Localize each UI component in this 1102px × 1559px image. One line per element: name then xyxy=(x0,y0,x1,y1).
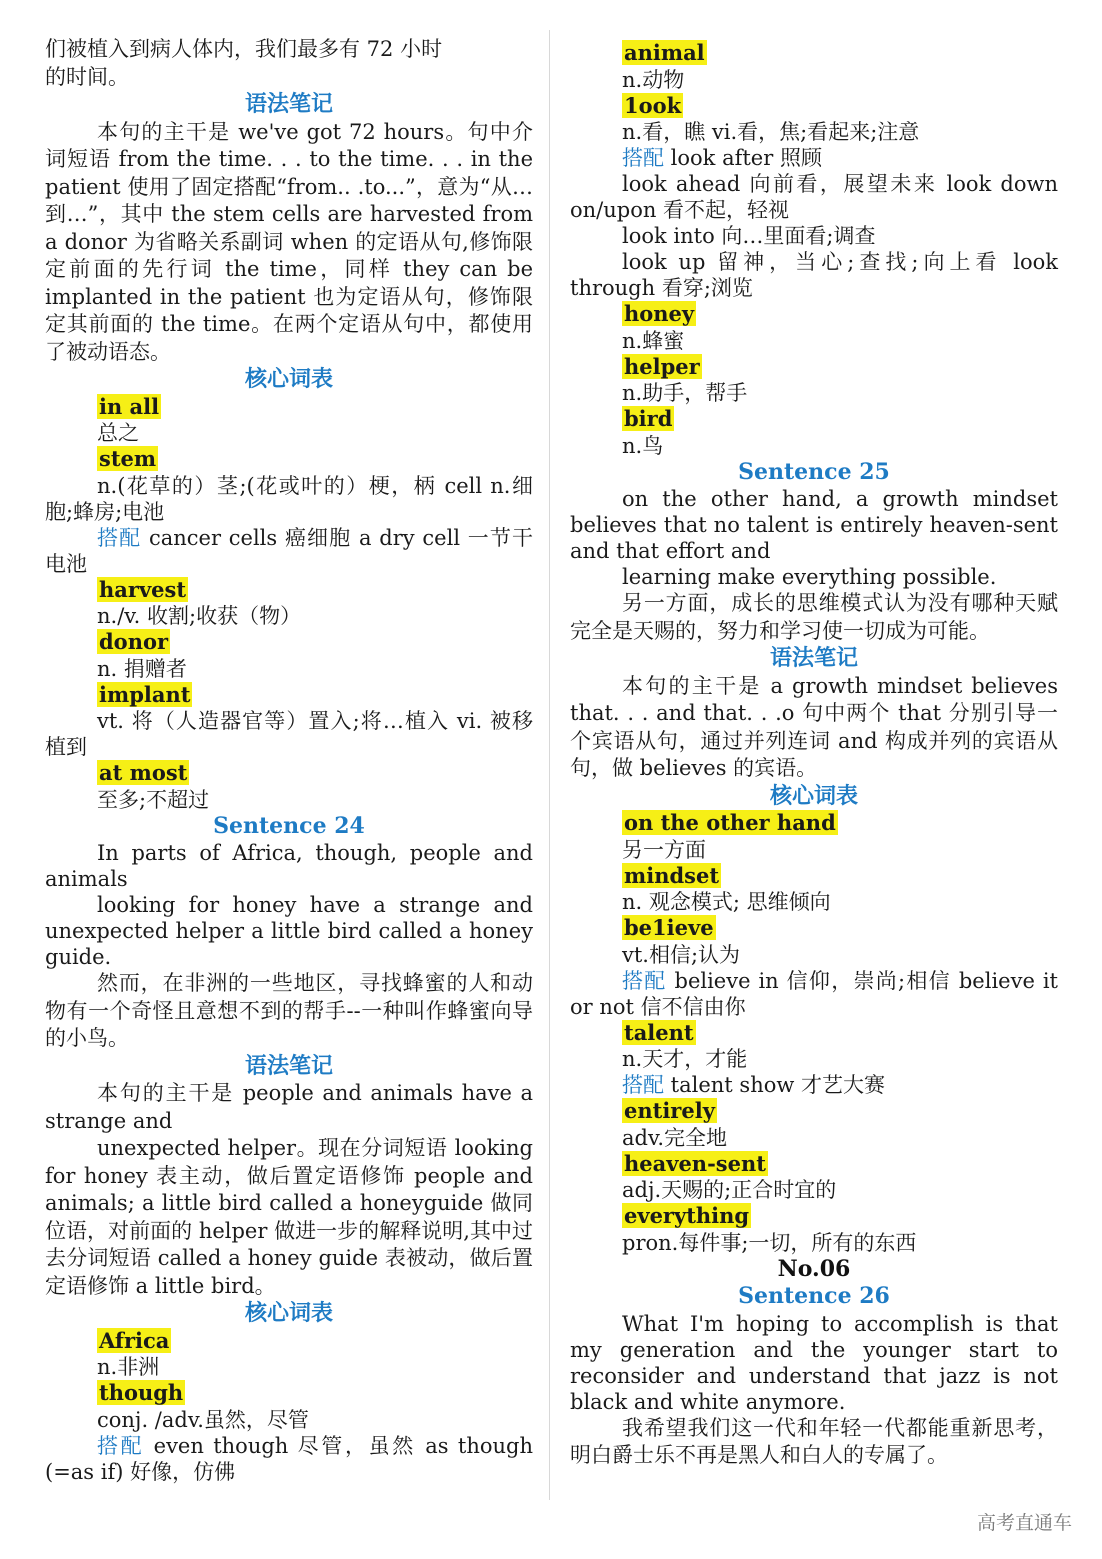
vocab-term: in all xyxy=(99,393,160,419)
grammar-note: 本句的主干是 a growth mindset believes that. . . and that. . .o 句中两个 that 分别引导一个宾语从句，通过并列连词 and 构成并列的宾语从句，做 believes 的宾语。 xyxy=(570,673,1058,780)
collocation: 搭配 look after 照顾 xyxy=(622,146,822,170)
sentence-heading: Sentence 24 xyxy=(213,812,365,839)
vocab-term: though xyxy=(99,1380,184,1405)
vocab-term: donor xyxy=(99,629,169,654)
column-divider xyxy=(549,30,550,1500)
vocab-term: on the other hand xyxy=(624,810,836,835)
sentence-english: What I'm hoping to accomplish is that my generation and the younger start to reconsider and understand that jazz is not black and white anymore. xyxy=(570,1311,1058,1414)
vocab-term: mindset xyxy=(624,862,720,888)
sentence-translation: 我希望我们这一代和年轻一代都能重新思考，明白爵士乐不再是黑人和白人的专属了。 xyxy=(570,1415,1058,1467)
vocab-term: 1ook xyxy=(624,92,682,118)
vocab-term: bird xyxy=(624,406,673,431)
vocab-definition: vt. 将（人造器官等）置入;将…植入 vi. 被移植到 xyxy=(45,709,533,759)
collocation-tag: 搭配 xyxy=(622,968,667,993)
collocation-tag: 搭配 xyxy=(97,525,142,550)
vocab-term: talent xyxy=(624,1019,694,1045)
watermark-text: 高考直通车 xyxy=(976,1512,1072,1534)
sentence-heading: Sentence 25 xyxy=(738,458,890,485)
text-line: 们被植入到病人体内，我们最多有 72 小时 xyxy=(45,37,443,61)
text-line: 的时间。 xyxy=(45,64,129,89)
collocation: 搭配 believe in 信仰，崇尚;相信 believe it or not 信不信由你 xyxy=(570,968,1058,1019)
collocation: 搭配 even though 尽管，虽然 as though (=as if) 好像，仿佛 xyxy=(45,1433,533,1484)
section-heading: 核心词表 xyxy=(769,782,858,809)
vocab-term: implant xyxy=(99,681,191,707)
vocab-definition: conj. /adv.虽然，尽管 xyxy=(97,1407,309,1432)
collocation: look ahead 向前看，展望未来 look down on/upon 看不起，轻视 xyxy=(570,172,1058,222)
vocab-definition: n.动物 xyxy=(622,67,685,92)
vocab-term: helper xyxy=(624,353,700,379)
vocab-definition: n.天才，才能 xyxy=(622,1047,748,1071)
section-heading: 语法笔记 xyxy=(769,645,858,671)
vocab-definition: adv.完全地 xyxy=(622,1125,728,1150)
grammar-note: unexpected helper。现在分词短语 looking for honey 表主动，做后置定语修饰 people and animals; a little bird called a honeyguide 做同位语，对前面的 helper 做进一步的解释说明,其中过去分词短语 called a honey guide 表被动，做后置定语修饰 a little bird。 xyxy=(45,1136,533,1298)
vocab-term: entirely xyxy=(624,1098,715,1123)
vocab-term: stem xyxy=(99,446,157,471)
unit-heading: No.06 xyxy=(777,1255,851,1282)
vocab-definition: n. 观念模式; 思维倾向 xyxy=(622,890,831,914)
vocab-definition: 至多;不超过 xyxy=(97,787,210,812)
vocab-term: Africa xyxy=(99,1327,170,1353)
collocation-tag: 搭配 xyxy=(622,1073,664,1097)
sentence-english: on the other hand, a growth mindset believes that no talent is entirely heaven-sent and that effort and xyxy=(570,487,1058,563)
vocab-term: be1ieve xyxy=(624,915,714,940)
sentence-translation: 另一方面，成长的思维模式认为没有哪种天赋完全是天赐的，努力和学习使一切成为可能。 xyxy=(570,591,1058,643)
vocab-term: everything xyxy=(624,1203,750,1228)
collocation: look into 向…里面看;调查 xyxy=(622,224,876,248)
collocation-tag: 搭配 xyxy=(97,1433,145,1458)
section-heading: 核心词表 xyxy=(244,1300,333,1326)
vocab-definition: pron.每件事;一切，所有的东西 xyxy=(622,1230,917,1255)
section-heading: 语法笔记 xyxy=(244,91,333,117)
vocab-term: honey xyxy=(624,301,695,326)
collocation: look up 留神，当心;查找;向上看 look through 看穿;浏览 xyxy=(570,250,1058,300)
left-column xyxy=(45,36,533,1485)
vocab-definition: n.蜂蜜 xyxy=(622,328,685,353)
vocab-term: harvest xyxy=(99,576,187,602)
vocab-definition: n. 捐赠者 xyxy=(97,656,187,681)
vocab-term: animal xyxy=(624,40,705,65)
vocab-definition: vt.相信;认为 xyxy=(622,942,741,967)
vocab-definition: n.看，瞧 vi.看，焦;看起来;注意 xyxy=(622,120,920,144)
sentence-translation: 然而，在非洲的一些地区，寻找蜂蜜的人和动物有一个奇怪且意想不到的帮手--一种叫作蜂蜜向导的小鸟。 xyxy=(45,971,533,1050)
vocab-definition: n.助手，帮手 xyxy=(622,381,748,405)
collocation: 搭配 talent show 才艺大赛 xyxy=(622,1073,886,1097)
vocab-definition: n.(花草的）茎;(花或叶的）梗，柄 cell n.细胞;蜂房;电池 xyxy=(45,473,533,524)
grammar-note: 本句的主干是 we've got 72 hours。句中介词短语 from the time. . . to the time. . . in the patient 使用了固定搭配“from.. .to...”，意为“从…到…”，其中 the stem cells are harvested from a donor 为省略关系副词 when 的定语从句,修饰限定前面的先行词 the time，同样 they can be implanted in the patient 也为定语从句，修饰限定其前面的 the time。在两个定语从句中，都使用了被动语态。 xyxy=(45,119,533,364)
collocation-tag: 搭配 xyxy=(622,146,664,170)
vocab-definition: 另一方面 xyxy=(622,837,706,862)
vocab-definition: adj.天赐的;正合时宜的 xyxy=(622,1178,837,1202)
vocab-term: heaven-sent xyxy=(624,1150,766,1176)
section-heading: 语法笔记 xyxy=(244,1052,333,1079)
sentence-heading: Sentence 26 xyxy=(738,1283,890,1309)
vocab-definition: 总之 xyxy=(97,421,139,445)
right-column xyxy=(570,40,1058,1470)
vocab-definition: n./v. 收割;收获（物） xyxy=(97,604,302,628)
section-heading: 核心词表 xyxy=(244,366,333,392)
sentence-english: looking for honey have a strange and unexpected helper a little bird called a honey guide. xyxy=(45,893,533,969)
sentence-english: learning make everything possible. xyxy=(622,565,997,589)
vocab-definition: n.鸟 xyxy=(622,433,664,458)
vocab-definition: n.非洲 xyxy=(97,1355,160,1379)
sentence-english: In parts of Africa, though, people and animals xyxy=(45,841,533,891)
grammar-note: 本句的主干是 people and animals have a strange and xyxy=(45,1081,533,1133)
collocation: 搭配 cancer cells 癌细胞 a dry cell 一节干电池 xyxy=(45,525,534,576)
vocab-term: at most xyxy=(99,760,188,785)
